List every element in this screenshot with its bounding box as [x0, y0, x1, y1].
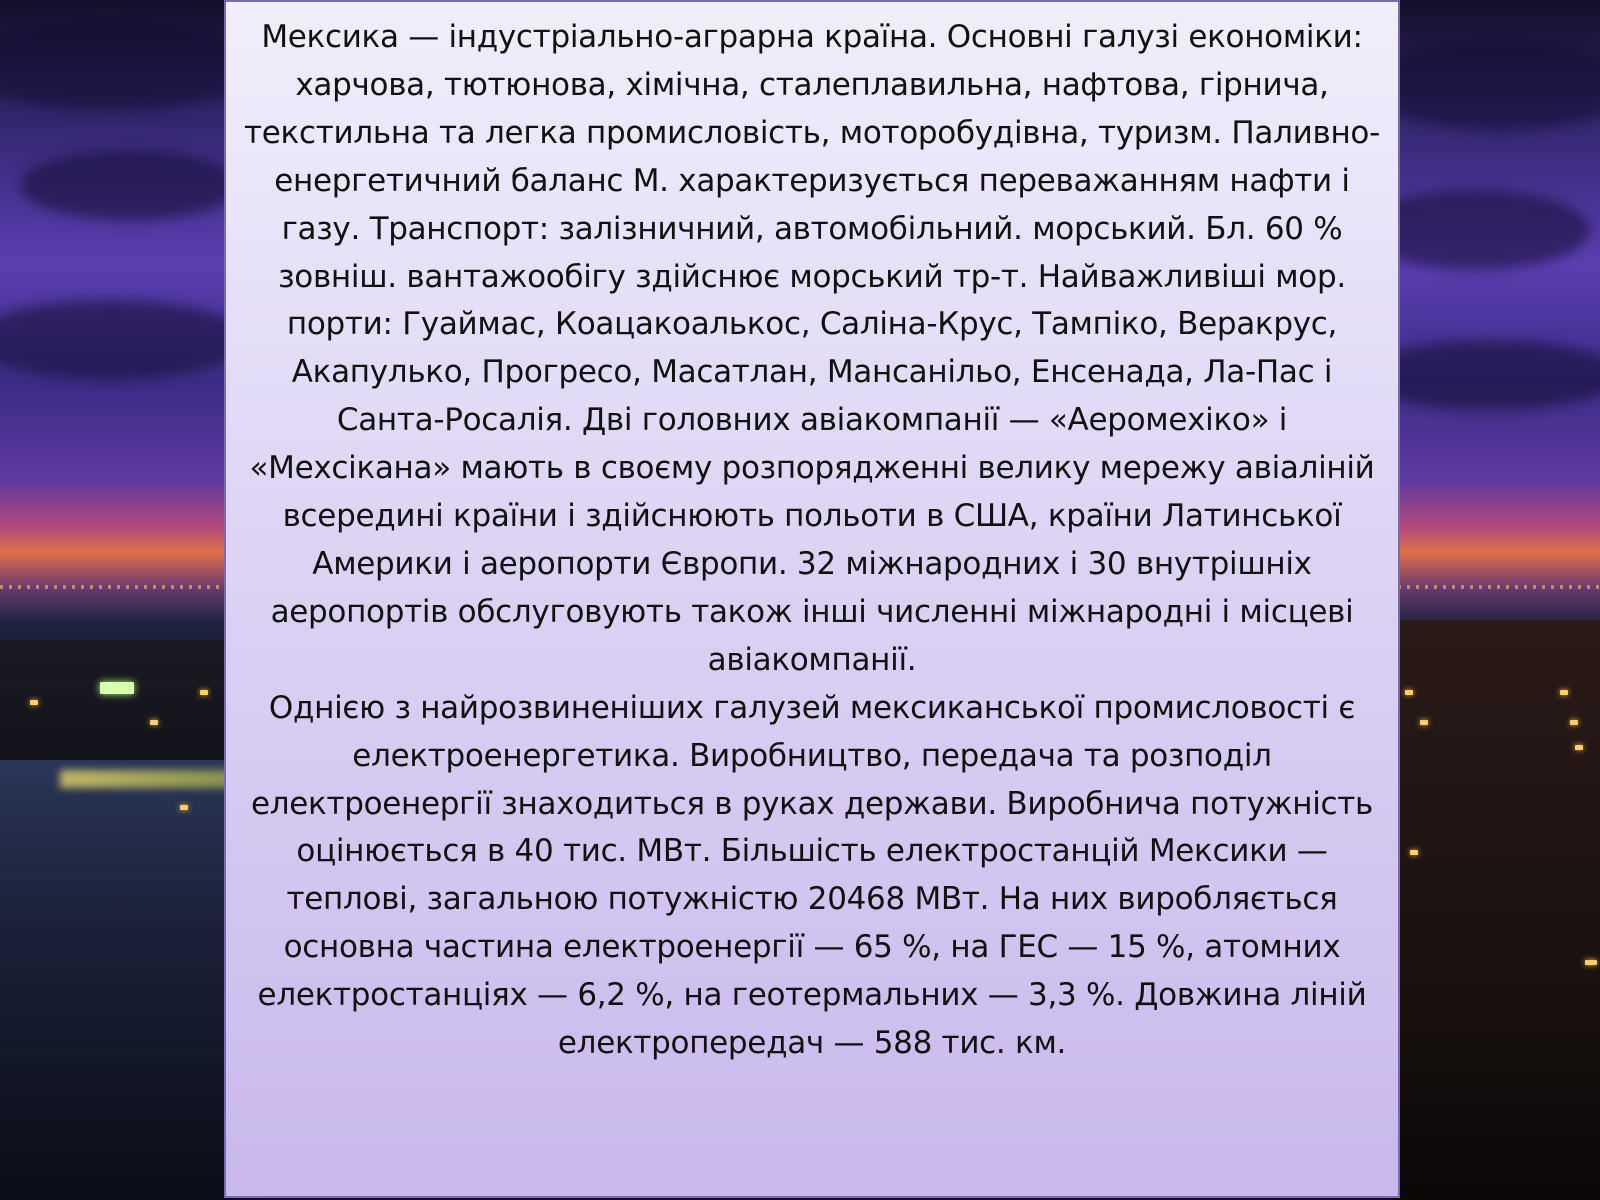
cloud	[20, 150, 240, 220]
building-light	[1405, 690, 1413, 695]
paragraph-electric-power: Однією з найрозвиненіших галузей мексиканської промисловості є електроенергетика. Виробництво, передача та розподіл електроенергії знаходиться в руках держави. Виробнича потужність оцінюється в 40 тис. МВт. Більшість електростанцій Мексики — теплові, загальною потужністю 20468 МВт. На них виробляється основна частина електроенергії — 65 %, на ГЕС — 15 %, атомних електростанціях — 6,2 %, на геотермальних — 3,3 %. Довжина ліній електропередач — 588 тис. км.	[250, 689, 1374, 1062]
building-light	[180, 805, 188, 810]
cloud	[0, 300, 250, 380]
building-light	[1410, 850, 1418, 855]
buildings-right	[1390, 620, 1600, 1200]
building-light	[1575, 745, 1583, 750]
building-light	[1570, 720, 1578, 725]
building-light	[1560, 690, 1568, 695]
sea	[0, 760, 260, 1200]
shore-glow	[60, 770, 240, 788]
building-light	[150, 720, 158, 725]
cloud	[1370, 40, 1600, 130]
horizon-lights	[1380, 585, 1600, 589]
building-light	[1420, 720, 1428, 725]
building-light	[1585, 960, 1597, 965]
cloud	[0, 20, 260, 110]
building-light	[200, 690, 208, 695]
text-panel	[224, 0, 1400, 1198]
building-light	[100, 682, 134, 694]
building-light	[30, 700, 38, 705]
horizon-lights	[0, 585, 230, 589]
paragraph-economy-transport: Мексика — індустріально-аграрна країна. Основні галузі економіки: харчова, тютюнова, хімічна, сталеплавильна, нафтова, гірнича, текстильна та легка промисловість, моторобудівна, туризм. Паливно-енергетичний баланс М. характеризується переважанням нафти і газу. Транспорт: залізничний, автомобільний. морський. Бл. 60 % зовніш. вантажообігу здійснює морський тр-т. Найважливіші мор. порти: Гуаймас, Коацакоалькос, Саліна-Крус, Тампіко, Веракрус, Акапулько, Прогресо, Масатлан, Мансанільо, Енсенада, Ла-Пас і Санта-Росалія. Дві головних авіакомпанії — «Аеромехіко» і «Мехсікана» мають в своєму розпорядженні велику мережу авіаліній всередині країни і здійснюють польоти в США, країни Латинської Америки і аеропорти Європи. 32 міжнародних і 30 внутрішніх аеропортів обслуговують також інші численні міжнародні і місцеві авіакомпанії.	[244, 19, 1380, 678]
